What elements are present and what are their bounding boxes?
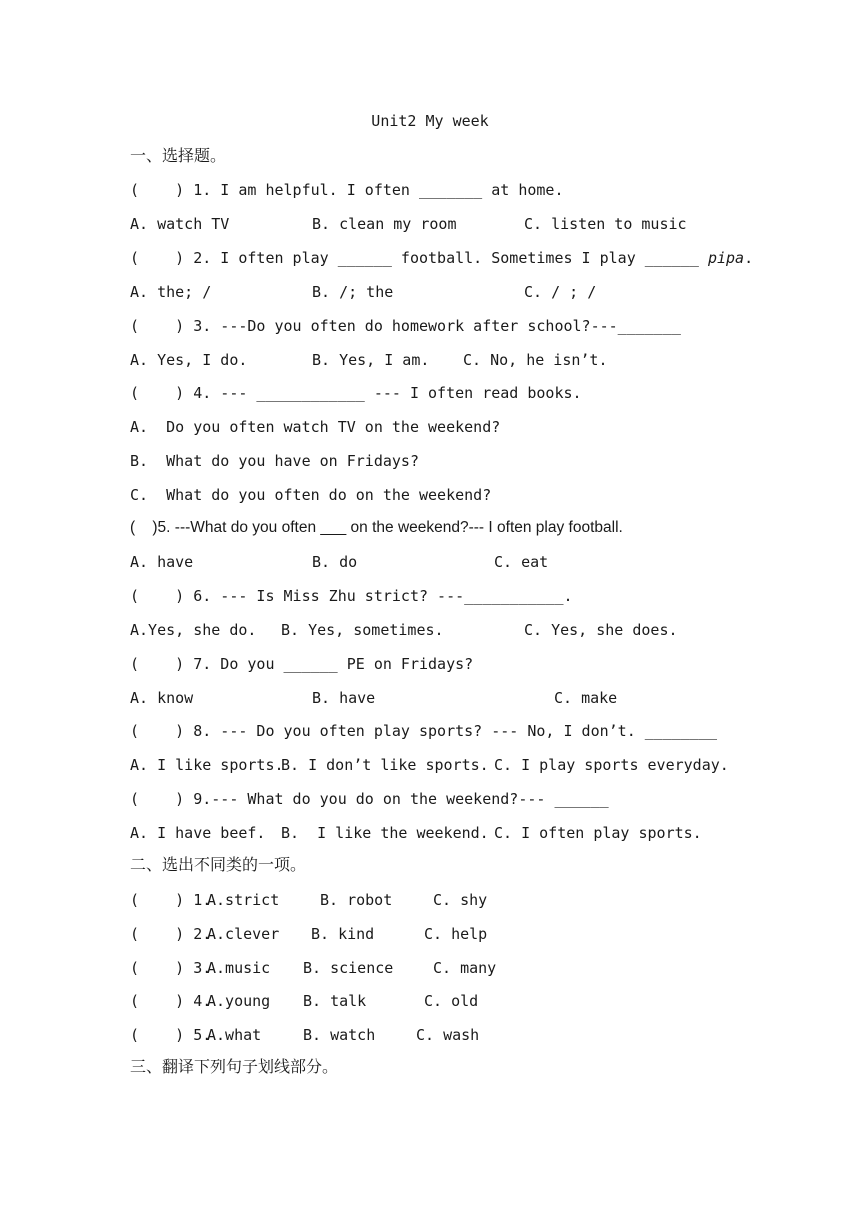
question-9-option-c: C. I often play sports. bbox=[494, 824, 702, 842]
question-6-option-a: A.Yes, she do. bbox=[130, 621, 257, 639]
odd-item-1-option-b: B. robot bbox=[320, 891, 393, 909]
odd-item-4-option-a: A.young bbox=[207, 992, 271, 1010]
question-2-stem-pre: ( ) 2. I often play ______ football. Sometimes I play ______ bbox=[130, 249, 708, 267]
question-5-option-c: C. eat bbox=[494, 553, 549, 571]
odd-item-3-option-c: C. many bbox=[433, 959, 497, 977]
odd-item-2-option-c: C. help bbox=[424, 925, 488, 943]
question-9-option-b: B. I like the weekend. bbox=[281, 824, 489, 842]
question-8-option-c: C. I play sports everyday. bbox=[494, 756, 729, 774]
question-4-option-a: A. Do you often watch TV on the weekend? bbox=[130, 418, 501, 436]
odd-item-1-option-a: A.strict bbox=[207, 891, 280, 909]
odd-item-4-option-b: B. talk bbox=[303, 992, 367, 1010]
odd-item-2-number: ( ) 2. bbox=[130, 925, 212, 943]
question-8-option-b: B. I don’t like sports. bbox=[281, 756, 489, 774]
question-4-option-b: B. What do you have on Fridays? bbox=[130, 452, 419, 470]
question-2-option-b: B. /; the bbox=[312, 283, 394, 301]
page-title: Unit2 My week bbox=[371, 112, 489, 130]
question-8-stem: ( ) 8. --- Do you often play sports? --- No, I don’t. ________ bbox=[130, 722, 717, 740]
question-1-stem: ( ) 1. I am helpful. I often _______ at home. bbox=[130, 181, 564, 199]
question-4-stem: ( ) 4. --- ____________ --- I often read books. bbox=[130, 384, 582, 402]
question-2-option-c: C. / ; / bbox=[524, 283, 597, 301]
question-9-stem: ( ) 9.--- What do you do on the weekend?--- ______ bbox=[130, 790, 609, 808]
odd-item-3-option-b: B. science bbox=[303, 959, 394, 977]
section2-heading: 二、选出不同类的一项。 bbox=[130, 855, 307, 874]
question-6-option-b: B. Yes, sometimes. bbox=[281, 621, 444, 639]
question-6-stem: ( ) 6. --- Is Miss Zhu strict? ---___________. bbox=[130, 587, 573, 605]
question-7-option-a: A. know bbox=[130, 689, 194, 707]
question-8-option-a: A. I like sports. bbox=[130, 756, 284, 774]
question-6-option-c: C. Yes, she does. bbox=[524, 621, 678, 639]
odd-item-5-option-c: C. wash bbox=[416, 1026, 480, 1044]
question-7-option-c: C. make bbox=[554, 689, 618, 707]
question-3-option-a: A. Yes, I do. bbox=[130, 351, 248, 369]
odd-item-1-number: ( ) 1. bbox=[130, 891, 212, 909]
odd-item-3-number: ( ) 3. bbox=[130, 959, 212, 977]
question-5-option-b: B. do bbox=[312, 553, 358, 571]
question-7-stem: ( ) 7. Do you ______ PE on Fridays? bbox=[130, 655, 474, 673]
question-9-option-a: A. I have beef. bbox=[130, 824, 266, 842]
question-2-option-a: A. the; / bbox=[130, 283, 212, 301]
question-2-stem-italic: pipa bbox=[707, 249, 745, 267]
question-4-option-c: C. What do you often do on the weekend? bbox=[130, 486, 492, 504]
question-3-option-c: C. No, he isn’t. bbox=[463, 351, 608, 369]
question-7-option-b: B. have bbox=[312, 689, 376, 707]
section3-heading: 三、翻译下列句子划线部分。 bbox=[130, 1057, 339, 1076]
question-1-option-c: C. listen to music bbox=[524, 215, 687, 233]
question-2-stem-post: . bbox=[744, 249, 754, 267]
section1-heading: 一、选择题。 bbox=[130, 146, 227, 165]
odd-item-5-number: ( ) 5. bbox=[130, 1026, 212, 1044]
odd-item-4-number: ( ) 4. bbox=[130, 992, 212, 1010]
question-1-option-b: B. clean my room bbox=[312, 215, 457, 233]
question-3-stem: ( ) 3. ---Do you often do homework after school?---_______ bbox=[130, 317, 681, 335]
question-1-option-a: A. watch TV bbox=[130, 215, 230, 233]
odd-item-3-option-a: A.music bbox=[207, 959, 271, 977]
question-5-stem: ( )5. ---What do you often ___ on the weekend?--- I often play football. bbox=[130, 519, 623, 536]
question-3-option-b: B. Yes, I am. bbox=[312, 351, 430, 369]
odd-item-5-option-b: B. watch bbox=[303, 1026, 376, 1044]
question-5-option-a: A. have bbox=[130, 553, 194, 571]
odd-item-2-option-b: B. kind bbox=[311, 925, 375, 943]
question-2-stem bbox=[130, 249, 753, 267]
odd-item-1-option-c: C. shy bbox=[433, 891, 488, 909]
odd-item-5-option-a: A.what bbox=[207, 1026, 262, 1044]
odd-item-4-option-c: C. old bbox=[424, 992, 479, 1010]
odd-item-2-option-a: A.clever bbox=[207, 925, 280, 943]
